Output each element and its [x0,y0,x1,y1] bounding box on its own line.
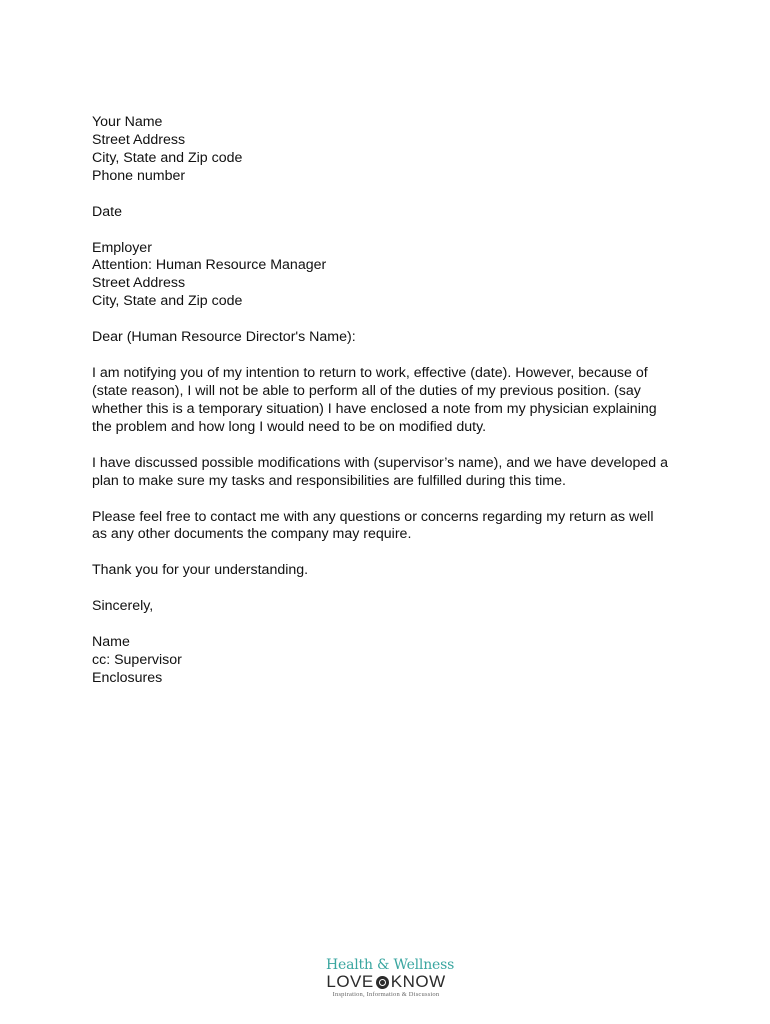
body-paragraph-3: Please feel free to contact me with any questions or concerns regarding my return as well as any other documents the company may require. [92,508,654,543]
logo-health-wellness: Health & Wellness [326,957,455,973]
sender-name: Your Name [92,114,163,130]
lovetoknow-logo [326,957,455,999]
letter-body [92,114,672,706]
closing: Sincerely, [92,598,154,615]
salutation-block [92,329,672,347]
recipient-attention: Attention: Human Resource Manager [92,257,327,274]
signature-enclosures: Enclosures [92,669,163,686]
logo-love-know [326,973,446,991]
logo-know-text: KNOW [390,972,446,991]
logo-to-icon [376,976,389,989]
logo-love-text: LOVE [326,972,374,991]
sender-phone: Phone number [92,167,186,184]
signature-cc: cc: Supervisor [92,652,182,669]
letter-date: Date [92,203,122,220]
logo-tagline: Inspiration, Information & Discussion [332,991,440,998]
recipient-address-block [92,240,672,312]
body-paragraph-4: Thank you for your understanding. [92,562,309,579]
sender-street: Street Address [92,131,186,148]
recipient-street: Street Address [92,275,186,292]
recipient-employer: Employer [92,239,152,256]
salutation: Dear (Human Resource Director's Name): [92,329,356,346]
body-paragraph-2: I have discussed possible modifications with (supervisor’s name), and we have developed a plan to make sure my tasks and responsibilities are fulfilled during this time. [92,454,668,489]
signature-block [92,634,672,688]
signature-name: Name [92,634,130,651]
body-paragraph-1: I am notifying you of my intention to return to work, effective (date). However, because of (state reason), I will not be able to perform all of the duties of my previous position. (say whether this is a temporary situation) I have enclosed a note from my physician explaining the problem and how long I would need to be on modified duty. [92,365,657,435]
sender-city-state-zip: City, State and Zip code [92,149,243,166]
recipient-city-state-zip: City, State and Zip code [92,293,243,310]
sender-address-block [92,114,672,186]
date-block [92,204,672,222]
closing-block [92,598,672,616]
